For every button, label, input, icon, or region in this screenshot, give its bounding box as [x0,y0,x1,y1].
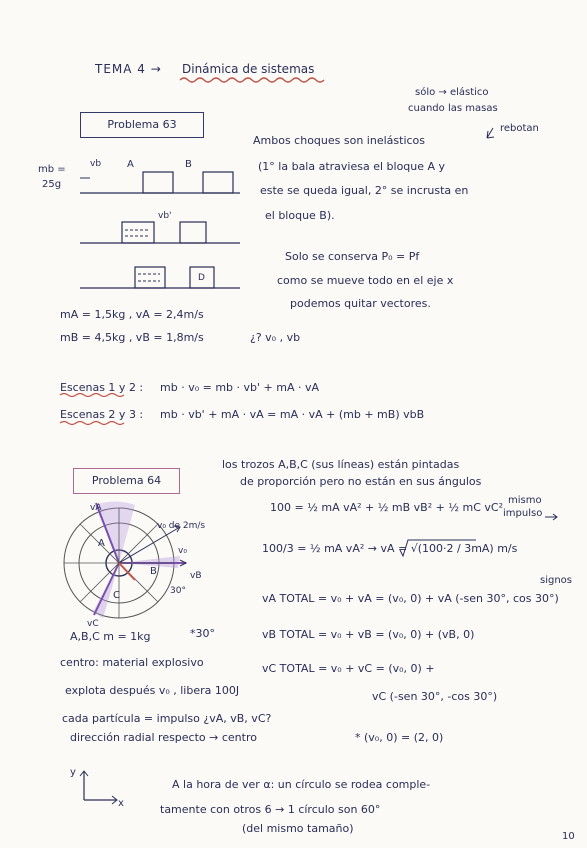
axis-y-label: y [70,767,76,778]
va-equation: 100/3 = ½ mA vA² → vA = √(100·2 / 3mA) m/s [262,542,518,555]
p63-line-4: el bloque B). [265,209,335,222]
vc-total-equation-1: vC TOTAL = v₀ + vC = (v₀, 0) + [262,662,435,675]
eq1-label: Escenas 1 y 2 : [60,381,144,394]
direccion-line: dirección radial respecto → centro [70,731,257,744]
bottom-line-2: tamente con otros 6 → 1 círculo son 60° [160,803,381,816]
scene-1-drawing [80,172,240,193]
signos-label: signos [540,575,573,586]
title-underline [180,78,324,82]
eq2-formula: mb · vb' + mA · vA = mA · vA + (mb + mB) vbB [160,408,425,421]
p63-line-5: Solo se conserva P₀ = Pf [285,250,420,263]
vb-total-equation: vB TOTAL = v₀ + vB = (v₀, 0) + (vB, 0) [262,628,475,641]
piece-b-label: B [150,566,157,577]
diagram-va-label: vA [90,503,102,513]
diagram-vc-label: vC [87,619,99,629]
vc-total-equation-2: vC (-sen 30°, -cos 30°) [372,690,498,703]
diagram-vb-label: vB [190,571,202,581]
axis-x-label: x [118,798,124,809]
bullet-mass-label: mb = [38,164,66,175]
question-unknowns: ¿? v₀ , vb [250,331,301,344]
scene-1-vb-label: vb [90,159,102,169]
va-total-equation: vA TOTAL = v₀ + vA = (v₀, 0) + vA (-sen 30°, cos 30°) [262,592,559,605]
escenas-2-underline [60,422,124,425]
problem-64-label: Problema 64 [73,468,180,494]
xy-axes [80,771,117,804]
p63-line-2: (1° la bala atraviesa el bloque A y [258,160,446,173]
note-solo-elastico: sólo → elástico [415,87,489,98]
page-number: 10 [562,831,575,842]
note-arrow [487,128,494,138]
problem-63-label: Problema 63 [80,112,204,138]
p63-line-7: podemos quitar vectores. [290,297,431,310]
p63-line-6: como se mueve todo en el eje x [277,274,454,287]
note-cuando-masas: cuando las masas [408,103,498,114]
mismo-label: mismo [508,495,542,506]
angle-label: *30° [190,627,215,640]
diagram-30-label: 30° [170,586,186,596]
block-b-label: B [185,159,192,170]
scene-3-drawing [80,267,240,288]
masses-label: A,B,C m = 1kg [70,630,151,643]
bullet-mass-value: 25g [42,179,62,190]
data-line-b: mB = 4,5kg , vB = 1,8m/s [60,331,204,344]
eq1-formula: mb · v₀ = mb · vb' + mA · vA [160,381,319,394]
diagram-v0-label: v₀ de 2m/s [157,521,206,531]
page-title: Dinámica de sistemas [182,62,315,76]
impulso-label: impulso [503,508,543,519]
scene-2-vbp-label: vb' [158,211,172,221]
p64-desc-1: los trozos A,B,C (sus líneas) están pintadas [222,458,460,471]
data-line-a: mA = 1,5kg , vA = 2,4m/s [60,308,204,321]
bottom-line-1: A la hora de ver α: un círculo se rodea comple- [172,778,431,791]
note-rebotan: rebotan [500,123,539,134]
block-a-label: A [127,159,134,170]
diagram-v0b-label: v₀ [178,546,187,556]
scene-2-drawing [80,222,240,243]
energy-equation: 100 = ½ mA vA² + ½ mB vB² + ½ mC vC² [270,501,503,514]
cada-line: cada partícula = impulso ¿vA, vB, vC? [62,712,272,725]
v0-value: * (v₀, 0) = (2, 0) [355,731,444,744]
piece-a-label: A [98,538,105,549]
bottom-line-3: (del mismo tamaño) [242,822,354,835]
explota-line: explota después v₀ , libera 100J [65,684,240,697]
topic-number: TEMA 4 → [95,62,162,76]
mismo-arrow [545,514,557,520]
p63-line-3: este se queda igual, 2° se incrusta en [260,184,469,197]
eq2-label: Escenas 2 y 3 : [60,408,144,421]
p64-desc-2: de proporción pero no están en sus ángulos [240,475,482,488]
p63-line-1: Ambos choques son inelásticos [253,134,426,147]
piece-c-label: C [113,590,120,601]
centro-line: centro: material explosivo [60,656,204,669]
scene-3-block-label: D [198,273,205,283]
